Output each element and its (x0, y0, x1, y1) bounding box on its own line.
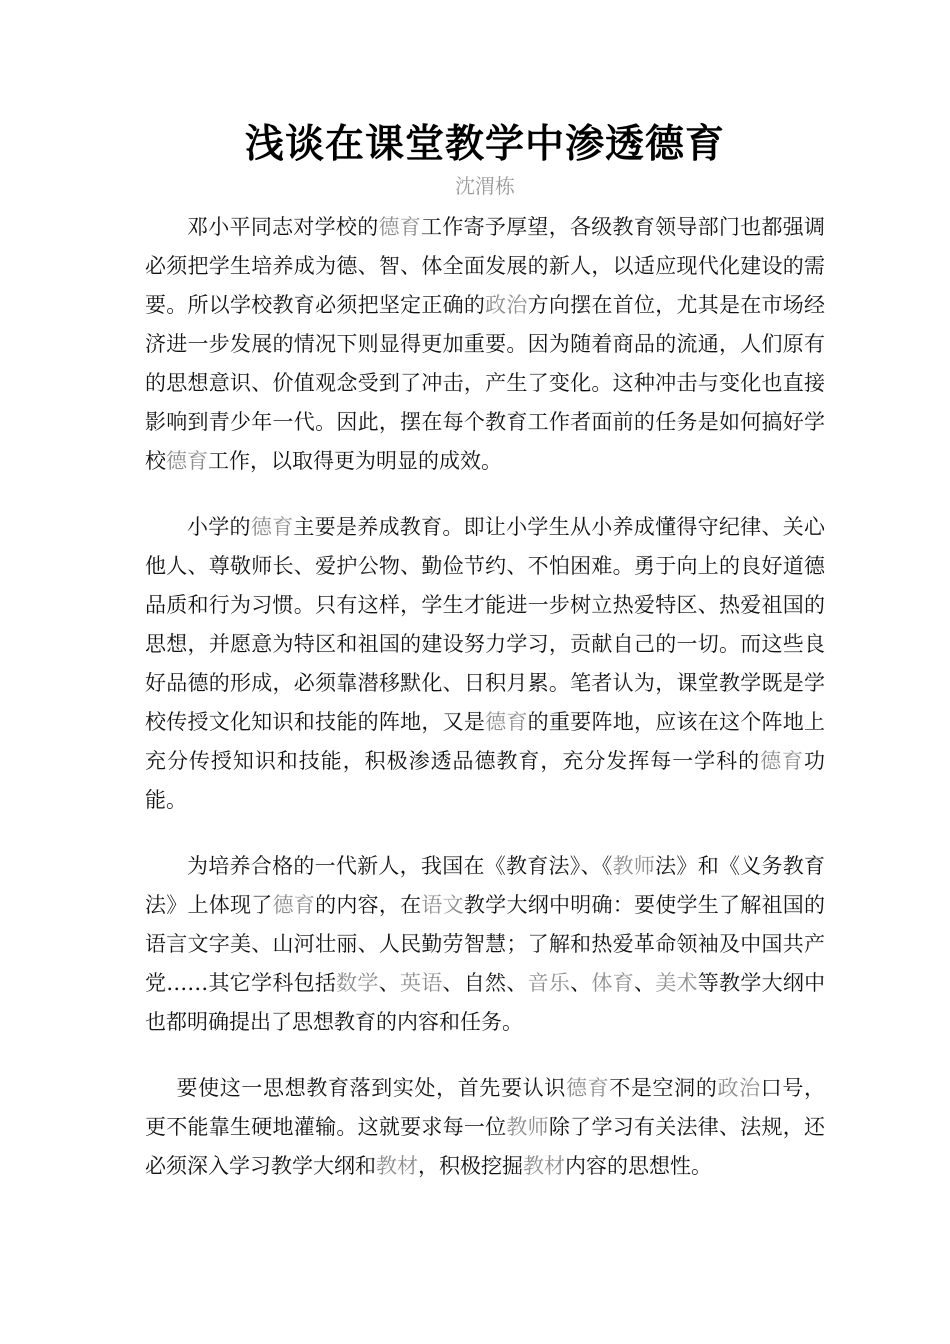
keyword-link[interactable]: 德育 (760, 749, 805, 773)
article-body (145, 208, 825, 1186)
paragraph-text: 工作寄予厚望，各级教育领导部门也都强调必须把学生培养成为德、智、体全面发展的新人，以适应现代化建设的需要。所以学校教育必须把坚定正确的 (145, 215, 826, 317)
keyword-link[interactable]: 教师 (612, 854, 656, 878)
paragraph-text: 内容的思想性。 (565, 1154, 712, 1178)
keyword-link[interactable]: 德育 (166, 449, 208, 473)
keyword-link[interactable]: 德育 (485, 710, 528, 734)
paragraph-text: 小学的 (187, 515, 251, 539)
keyword-link[interactable]: 语文 (421, 893, 464, 917)
document-page (145, 116, 825, 1213)
paragraph-1 (145, 208, 825, 481)
keyword-link[interactable]: 教材 (376, 1154, 418, 1178)
keyword-link[interactable]: 美术 (655, 971, 698, 995)
keyword-link[interactable]: 德育 (378, 215, 422, 239)
keyword-link[interactable]: 数学 (336, 971, 379, 995)
paragraph-text: 功能。 (145, 749, 826, 812)
paragraph-text: 法》和《义务教育法》上体现了 (145, 854, 826, 917)
paragraph-text: 主要是养成教育。即让小学生从小养成懂得守纪律、关心他人、尊敬师长、爱护公物、勤俭节约、不怕困难。勇于向上的良好道德品质和行为习惯。只有这样，学生才能进一步树立热爱特区、热爱祖国的思想，并愿意为特区和祖国的建设努力学习，贡献自己的一切。而这些良好品德的形成，必须靠潜移默化、日积月累。笔者认为，课堂教学既是学校传授文化知识和技能的阵地，又是 (145, 515, 826, 734)
paragraph-text: 不是空洞的 (609, 1076, 718, 1100)
paragraph-text: 邓小平同志对学校的 (187, 215, 379, 239)
paragraph-3 (145, 847, 825, 1042)
paragraph-text: 教学大纲中明确：要使学生了解祖国的语言文字美、山河壮丽、人民勤劳智慧；了解和热爱革命领袖及中国共产党……其它学科包括 (145, 893, 826, 995)
paragraph-text: 、 (633, 971, 656, 995)
paragraph-2 (145, 508, 825, 820)
paragraph-text: ，积极挖掘 (418, 1154, 523, 1178)
keyword-link[interactable]: 教师 (506, 1115, 549, 1139)
paragraph-text: 要使这一思想教育落到实处，首先要认识 (176, 1076, 566, 1100)
keyword-link[interactable]: 音乐 (527, 971, 571, 995)
keyword-link[interactable]: 德育 (272, 893, 316, 917)
paragraph-text: 为培养合格的一代新人，我国在《教育法》、《 (187, 854, 613, 878)
paragraph-text: 、 (378, 971, 400, 995)
paragraph-text: 、自然、 (442, 971, 528, 995)
keyword-link[interactable]: 体育 (591, 971, 634, 995)
keyword-link[interactable]: 德育 (250, 515, 294, 539)
paragraph-text: 除了学习有关法律、法规，还必须深入学习教学大纲和 (145, 1115, 826, 1178)
author-name: 沈渭栋 (455, 174, 515, 198)
paragraph-text: 工作，以取得更为明显的成效。 (208, 449, 502, 473)
paragraph-text: 等教学大纲中也都明确提出了思想教育的内容和任务。 (145, 971, 826, 1034)
page-title: 浅谈在课堂教学中渗透德育 (244, 121, 725, 167)
keyword-link[interactable]: 英语 (399, 971, 443, 995)
keyword-link[interactable]: 政治 (485, 293, 528, 317)
paragraph-4 (145, 1069, 825, 1186)
paragraph-text: 的内容，在 (315, 893, 422, 917)
paragraph-text: 方向摆在首位，尤其是在市场经济进一步发展的情况下则显得更加重要。因为随着商品的流通，人们原有的思想意识、价值观念受到了冲击，产生了变化。这种冲击与变化也直接影响到青少年一代。因此，摆在每个教育工作者面前的任务是如何搞好学校 (145, 293, 826, 473)
keyword-link[interactable]: 政治 (717, 1076, 761, 1100)
keyword-link[interactable]: 教材 (523, 1154, 565, 1178)
paragraph-text: 的重要阵地，应该在这个阵地上充分传授知识和技能，积极渗透品德教育，充分发挥每一学科的 (145, 710, 826, 773)
paragraph-text: 、 (570, 971, 592, 995)
paragraph-text: 口号，更不能靠生硬地灌输。这就要求每一位 (145, 1076, 826, 1139)
keyword-link[interactable]: 德育 (565, 1076, 610, 1100)
